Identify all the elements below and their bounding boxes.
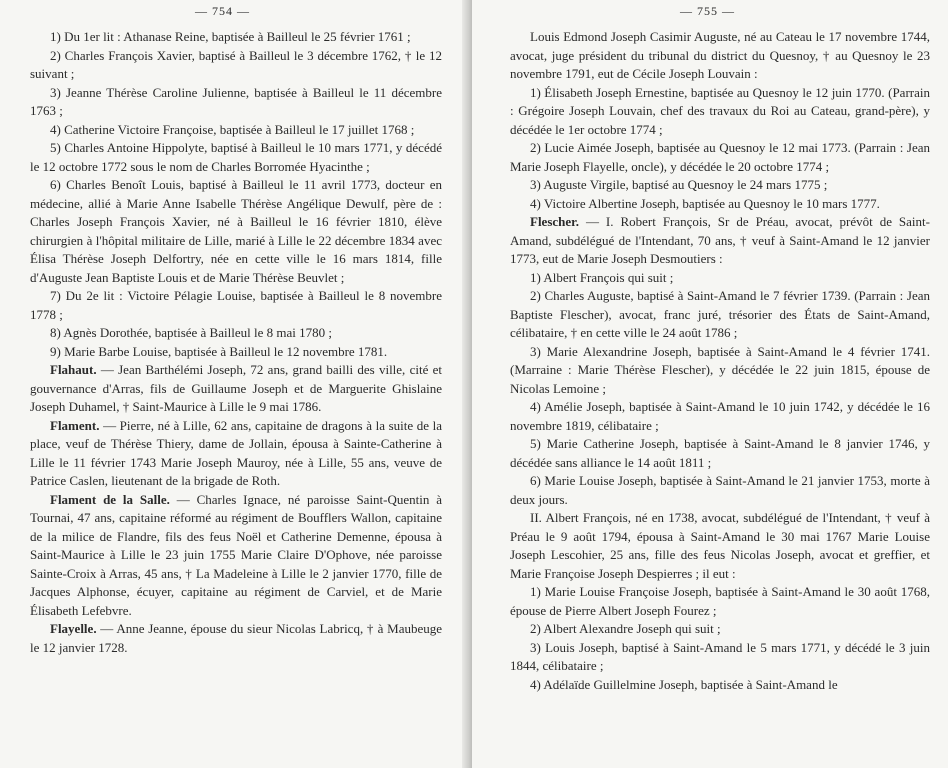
paragraph: II. Albert François, né en 1738, avocat, subdélégué de l'Intendant, † veuf à Préau le 9 août 1794, épousa à Saint-Amand le 30 mai 1767 Marie Louise Joseph Lescohier, 25 ans, fille des feus Nicolas Joseph, avocat et greffier, et Marie Françoise Joseph Despierres ; il eut : (510, 510, 930, 581)
paragraph: 7) Du 2e lit : Victoire Pélagie Louise, baptisée à Bailleul le 8 novembre 1778 ; (30, 288, 442, 322)
entry-paragraph (30, 491, 442, 621)
paragraph: 3) Marie Alexandrine Joseph, baptisée à Saint-Amand le 4 février 1741. (Marraine : Marie Thérèse Flescher), y décédée le 22 juin 1815, épouse de Nicolas Lemoine ; (510, 343, 930, 396)
paragraph: 2) Charles François Xavier, baptisé à Bailleul le 3 décembre 1762, † le 12 suivant ; (30, 47, 442, 81)
left-page (0, 0, 470, 768)
paragraph: 5) Charles Antoine Hippolyte, baptisé à Bailleul le 10 mars 1771, y décédé le 12 octobre 1772 sous le nom de Charles Borromée Hyacinthe ; (30, 140, 442, 174)
paragraph: 9) Marie Barbe Louise, baptisée à Bailleul le 12 novembre 1781. (50, 343, 388, 359)
entry-paragraph (510, 213, 930, 269)
entry-paragraph (30, 417, 442, 491)
entry-body: — I. Robert François, Sr de Préau, avocat, prévôt de Saint-Amand, subdélégué de l'Intendant, 70 ans, † veuf à Saint-Amand le 12 janvier 1773, eut de Marie Joseph Desmoutiers : (510, 214, 930, 266)
page-number: — 754 — (195, 4, 250, 18)
page-text (510, 28, 930, 694)
paragraph: 1) Élisabeth Joseph Ernestine, baptisée au Quesnoy le 12 juin 1770. (Parrain : Grégoire Joseph Louvain, chef des travaux du Roi au Cateau, grand-père), y décédée le 1er octobre 1774 ; (510, 84, 930, 137)
entry-head: Flahaut. (50, 362, 97, 377)
paragraph: 4) Catherine Victoire Françoise, baptisée à Bailleul le 17 juillet 1768 ; (50, 121, 415, 137)
page-text (30, 28, 442, 657)
entry-body: — Charles Ignace, né paroisse Saint-Quentin à Tournai, 47 ans, capitaine réformé au régiment de Boufflers Wallon, capitaine de la milice de Flandre, fils des feus Noël et Catherine Demenne, épousa à Saint-Maurice à Lille le 23 juin 1755 Marie Claire D'Ophove, née paroisse Sainte-Croix à Arras, 45 ans, † La Madeleine à Lille le 2 janvier 1770, fille de Jacques Alphonse, écuyer, capitaine au régiment de Carviel, et de Marie Élisabeth Lefebvre. (30, 491, 442, 618)
paragraph: 2) Lucie Aimée Joseph, baptisée au Quesnoy le 12 mai 1773. (Parrain : Jean Marie Joseph Flayelle, oncle), y décédée le 20 octobre 1774 ; (510, 140, 930, 174)
paragraph: 5) Marie Catherine Joseph, baptisée à Saint-Amand le 8 janvier 1746, y décédée sans alliance le 14 août 1811 ; (510, 436, 930, 470)
paragraph: 4) Amélie Joseph, baptisée à Saint-Amand le 10 juin 1742, y décédée le 16 novembre 1819, célibataire ; (510, 399, 930, 433)
paragraph: 3) Jeanne Thérèse Caroline Julienne, baptisée à Bailleul le 11 décembre 1763 ; (30, 84, 442, 118)
paragraph: 3) Auguste Virgile, baptisé au Quesnoy le 24 mars 1775 ; (530, 177, 828, 192)
paragraph: 4) Victoire Albertine Joseph, baptisée au Quesnoy le 10 mars 1777. (530, 195, 880, 211)
entry-body: — Jean Barthélémi Joseph, 72 ans, grand bailli des ville, cité et gouvernance d'Arras, fils de Guillaume Joseph et de Marguerite Ghislaine Joseph Duhamel, † Saint-Maurice à Lille le 9 mai 1786. (30, 362, 442, 414)
paragraph: 1) Albert François qui suit ; (530, 269, 674, 285)
paragraph: 2) Charles Auguste, baptisé à Saint-Amand le 7 février 1739. (Parrain : Jean Baptiste Flescher), avocat, franc juré, trésorier des États de Saint-Amand, célibataire, † en cette ville le 24 août 1786 ; (510, 288, 930, 340)
entry-paragraph (30, 361, 442, 417)
entry-paragraph (30, 620, 442, 657)
paragraph: Louis Edmond Joseph Casimir Auguste, né au Cateau le 17 novembre 1744, avocat, juge président du tribunal du district du Quesnoy, † au Quesnoy le 23 novembre 1791, eut de Cécile Joseph Louvain : (510, 29, 930, 81)
entry-head: Flescher. (530, 214, 579, 229)
entry-head: Flament. (50, 417, 100, 433)
entry-head: Flayelle. (50, 621, 97, 636)
paragraph: 8) Agnès Dorothée, baptisée à Bailleul le 8 mai 1780 ; (50, 325, 332, 340)
entry-body: — Pierre, né à Lille, 62 ans, capitaine de dragons à la suite de la place, veuf de Thérèse Thiery, dame de Jollain, épousa à Sainte-Catherine à Lille le 11 février 1743 Marie Joseph Mauroy, née à Lille, 55 ans, veuve de Patrice Caslen, lieutenant de la brigade de Roth. (30, 417, 442, 488)
right-page (472, 0, 948, 768)
paragraph: 2) Albert Alexandre Joseph qui suit ; (530, 621, 721, 636)
paragraph: 6) Marie Louise Joseph, baptisée à Saint-Amand le 21 janvier 1753, morte à deux jours. (510, 473, 930, 507)
paragraph: 3) Louis Joseph, baptisé à Saint-Amand le 5 mars 1771, y décédé le 3 juin 1844, célibataire ; (510, 639, 930, 673)
paragraph: 1) Marie Louise Françoise Joseph, baptisée à Saint-Amand le 30 août 1768, épouse de Pierre Albert Joseph Fourez ; (510, 584, 930, 618)
paragraph: 1) Du 1er lit : Athanase Reine, baptisée à Bailleul le 25 février 1761 ; (50, 29, 411, 44)
paragraph: 4) Adélaïde Guillelmine Joseph, baptisée à Saint-Amand le (530, 676, 838, 692)
paragraph: 6) Charles Benoît Louis, baptisé à Bailleul le 11 avril 1773, docteur en médecine, allié à Marie Anne Isabelle Thérèse Angélique Dewulf, père de : Charles Joseph François Xavier, né à Bailleul le 16 février 1810, élève chirurgien à l'hôpital militaire de Lille, marié à Lille le 22 décembre 1834 avec Élisa Thérèse Joseph Delfortry, née en cette ville le 16 mars 1814, fille d'Auguste Jean Baptiste Louis et de Marie Thérèse Beuvlet ; (30, 177, 442, 285)
page-number: — 755 — (680, 4, 735, 18)
entry-body: — Anne Jeanne, épouse du sieur Nicolas Labricq, † à Maubeuge le 12 janvier 1728. (30, 621, 442, 655)
entry-head: Flament de la Salle. (50, 491, 170, 507)
